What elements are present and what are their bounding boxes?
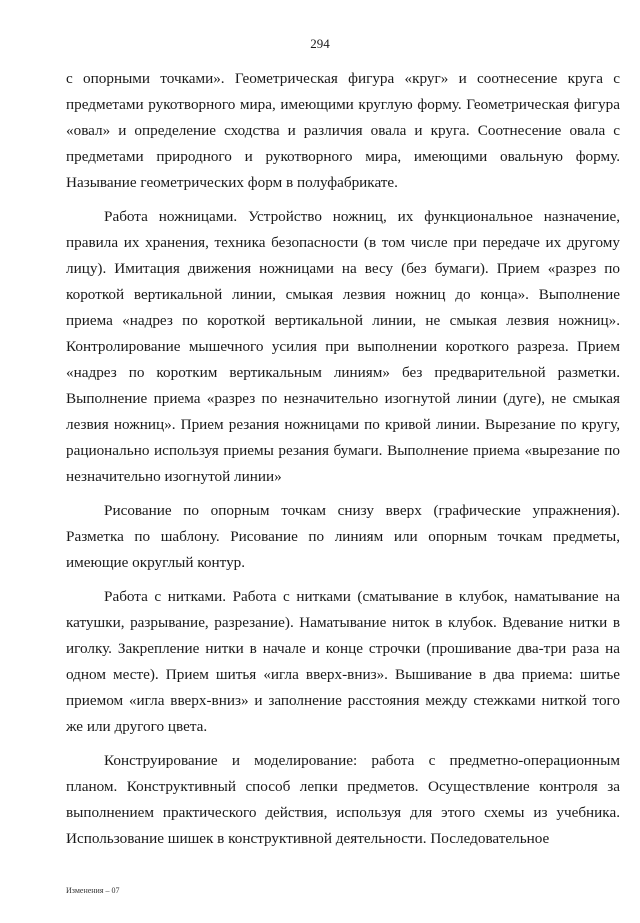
paragraph-scissors: Работа ножницами. Устройство ножниц, их функциональное назначение, правила их хранения, техника безопасности (в том числе при передаче их другому лицу). Имитация движения ножницами на весу (без бумаги). Прием «разрез по короткой вертикальной линии, смыкая лезвия ножниц до конца». Выполнение приема «надрез по короткой вертикальной линии, не смыкая лезвия ножниц». Контролирование мышечного усилия при выполнении короткого разреза. Прием «надрез по коротким вертикальным линиям» без предварительной разметки. Выполнение приема «разрез по незначительно изогнутой линии (дуге), не смыкая лезвия ножниц». Прием резания ножницами по кривой линии. Вырезание по кругу, рационально используя приемы резания бумаги. Выполнение приема «вырезание по незначительно изогнутой линии» [66, 208, 620, 485]
revision-footer: Изменения – 07 [66, 886, 120, 895]
paragraph-threads: Работа с нитками. Работа с нитками (сматывание в клубок, наматывание на катушки, разрывание, разрезание). Наматывание ниток в клубок. Вдевание нитки в иголку. Закрепление нитки в начале и конце строчки (прошивание два-три раза на одном месте). Прием шитья «игла вверх-вниз». Вышивание в два приема: шитье приемом «игла вверх-вниз» и заполнение расстояния между стежками ниткой того же или другого цвета. [66, 588, 620, 735]
paragraph-drawing: Рисование по опорным точкам снизу вверх (графические упражнения). Разметка по шаблону. Рисование по линиям или опорным точкам предметы, имеющие округлый контур. [66, 502, 620, 571]
paragraph-shapes: с опорными точками». Геометрическая фигура «круг» и соотнесение круга с предметами рукотворного мира, имеющими круглую форму. Геометрическая фигура «овал» и определение сходства и различия овала и круга. Соотнесение овала с предметами природного и рукотворного мира, имеющими овальную форму. Называние геометрических форм в полуфабрикате. [66, 70, 620, 191]
page-number: 294 [310, 36, 330, 51]
document-body [66, 66, 620, 860]
paragraph-construction: Конструирование и моделирование: работа с предметно-операционным планом. Конструктивный способ лепки предметов. Осуществление контроля за выполнением практического действия, используя для этого схемы из учебника. Использование шишек в конструктивной деятельности. Последовательное [66, 752, 620, 847]
